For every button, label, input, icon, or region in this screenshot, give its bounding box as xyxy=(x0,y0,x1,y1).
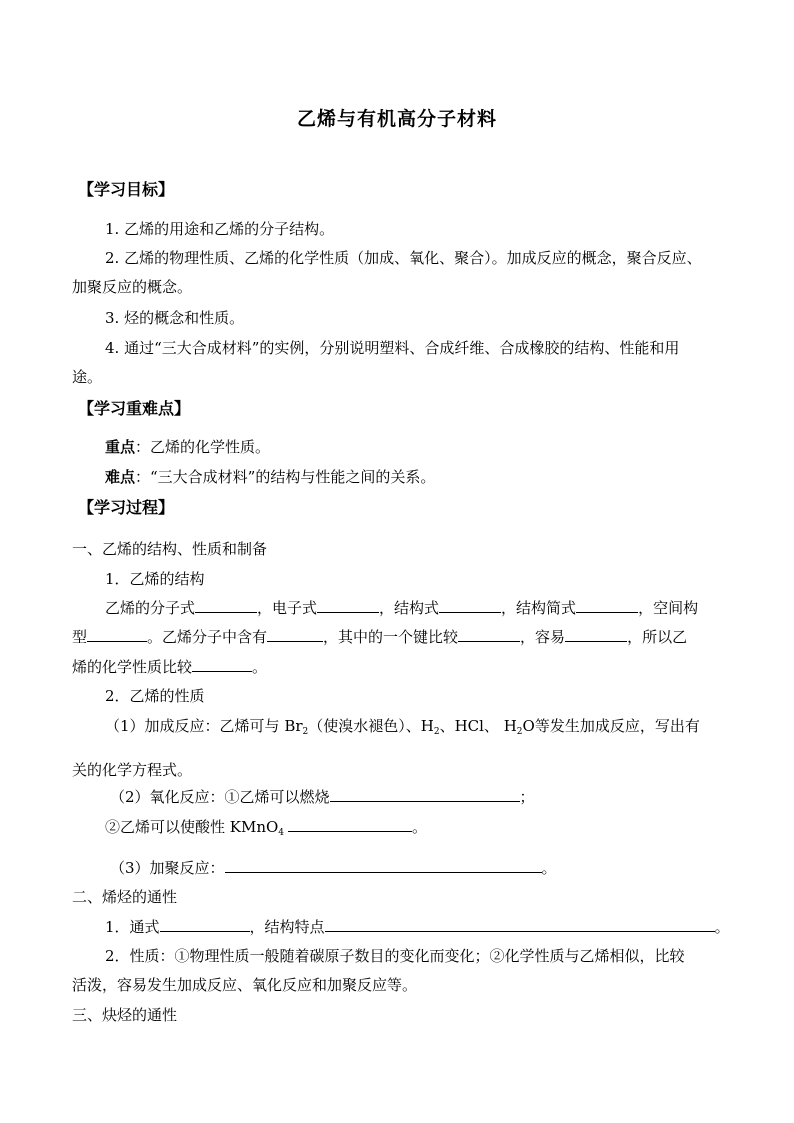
formula-text: ，结构特点 xyxy=(249,918,325,936)
objective-1: 1. 乙烯的用途和乙烯的分子结构。 xyxy=(105,220,335,238)
answer-blank[interactable] xyxy=(325,917,715,932)
answer-blank[interactable] xyxy=(267,627,323,642)
oxidation-text: （2）氧化反应：①乙烯可以燃烧 xyxy=(110,788,330,806)
answer-blank[interactable] xyxy=(160,917,250,932)
structure-line-2 xyxy=(72,627,687,647)
objective-3: 3. 烃的概念和性质。 xyxy=(105,309,245,327)
answer-blank[interactable] xyxy=(87,627,147,642)
struct-text: 烯的化学性质比较 xyxy=(72,658,193,676)
struct-text: ，空间构 xyxy=(638,599,699,617)
structure-line-3 xyxy=(72,657,267,677)
difficult-label: 难点 xyxy=(105,468,136,486)
key-text: ：乙烯的化学性质。 xyxy=(135,438,271,456)
struct-text: ，其中的一个键比较 xyxy=(323,628,459,646)
difficult-point xyxy=(105,467,435,487)
objective-4-cont: 途。 xyxy=(72,368,103,386)
struct-text: ，电子式 xyxy=(257,599,318,617)
polymer-text: 。 xyxy=(541,859,557,877)
answer-blank[interactable] xyxy=(439,598,501,613)
addition-text: O等发生加成反应，写出有 xyxy=(522,717,700,735)
part3-heading: 三、炔烃的通性 xyxy=(72,1006,178,1024)
addition-text: （使溴水褪色）、H xyxy=(308,717,434,735)
answer-blank[interactable] xyxy=(458,627,520,642)
polymerization-reaction xyxy=(110,858,557,878)
part1-sub1: 1．乙烯的结构 xyxy=(105,570,205,588)
objective-2: 2. 乙烯的物理性质、乙烯的化学性质（加成、氧化、聚合）。加成反应的概念，聚合反应、 xyxy=(105,249,702,267)
part1-sub2: 2．乙烯的性质 xyxy=(105,687,205,705)
alkene-properties: 2．性质：①物理性质一般随着碳原子数目的变化而变化；②化学性质与乙烯相似，比较 xyxy=(105,947,685,965)
struct-text: ，容易 xyxy=(520,628,566,646)
answer-blank[interactable] xyxy=(330,787,520,802)
formula-text: 1．通式 xyxy=(105,918,160,936)
addition-reaction: （1）加成反应：乙烯可与 $Br_2$（使溴水褪色）、$H_2$、HCl、 $H_2O$等发生加成反应，写出有 xyxy=(105,717,700,737)
keypoints-heading: 【学习重难点】 xyxy=(78,399,191,418)
oxidation-text: ； xyxy=(519,788,535,806)
addition-text: 、HCl、 H xyxy=(439,717,517,735)
oxidation-reaction xyxy=(110,787,535,807)
struct-text: 型 xyxy=(72,628,88,646)
answer-blank[interactable] xyxy=(565,627,627,642)
answer-blank[interactable] xyxy=(192,657,252,672)
answer-blank[interactable] xyxy=(576,598,638,613)
alkene-properties-cont: 活泼，容易发生加成反应、氧化反应和加聚反应等。 xyxy=(72,976,418,994)
oxidation-text: 。 xyxy=(412,818,428,836)
objectives-heading: 【学习目标】 xyxy=(78,180,175,199)
polymer-text: （3）加聚反应： xyxy=(110,859,225,877)
part2-heading: 二、烯烃的通性 xyxy=(72,888,178,906)
key-label: 重点 xyxy=(105,438,136,456)
struct-text: ，结构式 xyxy=(379,599,440,617)
document-title: 乙烯与有机高分子材料 xyxy=(296,108,497,130)
alkene-general-formula xyxy=(105,917,730,937)
structure-line-1 xyxy=(105,598,698,618)
key-point xyxy=(105,437,270,457)
difficult-text: ：“三大合成材料”的结构与性能之间的关系。 xyxy=(135,468,436,486)
answer-blank[interactable] xyxy=(317,598,379,613)
oxidation-text: ②乙烯可以使酸性 KMnO xyxy=(105,818,279,836)
answer-blank[interactable] xyxy=(225,858,542,873)
objective-4: 4. 通过“三大合成材料”的实例，分别说明塑料、合成纤维、合成橡胶的结构、性能和用 xyxy=(105,339,680,357)
struct-text: ，所以乙 xyxy=(627,628,688,646)
process-heading: 【学习过程】 xyxy=(78,498,175,517)
objective-2-cont: 加聚反应的概念。 xyxy=(72,278,193,296)
addition-text: （1）加成反应：乙烯可与 Br xyxy=(105,717,303,735)
struct-text: ，结构简式 xyxy=(501,599,577,617)
struct-text: 。乙烯分子中含有 xyxy=(147,628,268,646)
struct-text: 乙烯的分子式 xyxy=(105,599,196,617)
formula-text: 。 xyxy=(714,918,730,936)
answer-blank[interactable] xyxy=(288,817,412,832)
addition-reaction-cont: 关的化学方程式。 xyxy=(72,761,193,779)
struct-text: 。 xyxy=(252,658,268,676)
oxidation-kmno4: ②乙烯可以使酸性 KMnO$_4$ 。 xyxy=(105,818,428,838)
answer-blank[interactable] xyxy=(195,598,257,613)
part1-heading: 一、乙烯的结构、性质和制备 xyxy=(72,540,268,558)
